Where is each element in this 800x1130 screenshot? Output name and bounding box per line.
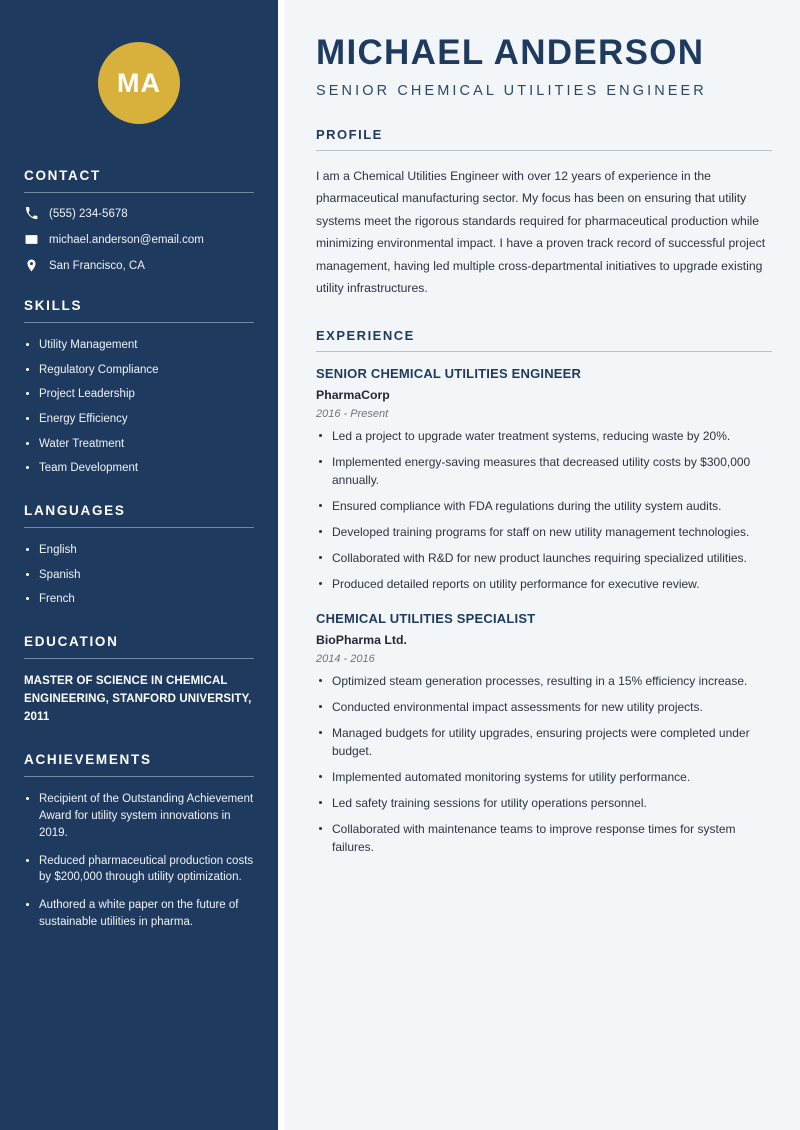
experience-company: BioPharma Ltd. — [316, 632, 407, 647]
skill-item: Team Development — [24, 460, 254, 477]
languages-heading: LANGUAGES — [24, 503, 126, 519]
sidebar-section-skills — [24, 298, 254, 477]
phone-icon — [24, 207, 38, 220]
language-item: English — [24, 542, 254, 559]
sidebar-section-education — [24, 634, 254, 726]
experience-bullet: Implemented energy-saving measures that decreased utility costs by $300,000 annually. — [316, 453, 772, 489]
experience-bullet: Optimized steam generation processes, resulting in a 15% efficiency increase. — [316, 672, 772, 690]
contact-value: (555) 234-5678 — [49, 207, 128, 220]
avatar: MA — [98, 42, 180, 124]
job-title-subtitle: SENIOR CHEMICAL UTILITIES ENGINEER — [316, 82, 707, 99]
experience-bullet: Managed budgets for utility upgrades, ensuring projects were completed under budget. — [316, 724, 772, 760]
page-title: MICHAEL ANDERSON — [316, 33, 705, 72]
contact-row[interactable] — [24, 233, 254, 246]
achievement-item: Authored a white paper on the future of sustainable utilities in pharma. — [24, 897, 254, 930]
experience-entry — [316, 366, 772, 593]
education-entry: MASTER OF SCIENCE IN CHEMICAL ENGINEERING, STANFORD UNIVERSITY, 2011 — [24, 675, 252, 723]
experience-bullet: Implemented automated monitoring systems for utility performance. — [316, 768, 772, 786]
education-heading: EDUCATION — [24, 634, 119, 650]
experience-bullet: Conducted environmental impact assessments for new utility projects. — [316, 698, 772, 716]
education-list — [24, 673, 254, 726]
experience-bullet: Collaborated with maintenance teams to improve response times for system failures. — [316, 820, 772, 856]
skills-list — [24, 337, 254, 477]
languages-divider — [24, 527, 254, 528]
location-pin-icon — [24, 259, 38, 272]
skill-item: Utility Management — [24, 337, 254, 354]
achievements-list — [24, 791, 254, 930]
contact-heading: CONTACT — [24, 168, 101, 183]
achievements-heading: ACHIEVEMENTS — [24, 752, 152, 768]
contact-divider — [24, 192, 254, 193]
profile-heading: PROFILE — [316, 126, 383, 142]
skill-item: Energy Efficiency — [24, 411, 254, 428]
experience-bullet: Developed training programs for staff on new utility management technologies. — [316, 523, 772, 541]
contact-row[interactable] — [24, 207, 254, 220]
profile-text: I am a Chemical Utilities Engineer with over 12 years of experience in the pharmaceutical manufacturing sector. My focus has been on ensuring that utility systems meet the rigorous standards required for pharmaceutical production while minimizing environmental impact. I have a proven track record of successful project management, having led multiple cross-departmental initiatives to upgrade existing utility infrastructures. — [316, 168, 766, 296]
experience-role: CHEMICAL UTILITIES SPECIALIST — [316, 610, 536, 626]
experience-role: SENIOR CHEMICAL UTILITIES ENGINEER — [316, 365, 582, 381]
experience-list — [316, 366, 772, 856]
sidebar — [0, 0, 278, 1130]
education-divider — [24, 658, 254, 659]
contact-list — [24, 207, 254, 272]
section-experience — [316, 328, 772, 856]
skills-heading: SKILLS — [24, 298, 83, 313]
contact-value: San Francisco, CA — [49, 259, 145, 272]
envelope-icon — [24, 233, 38, 246]
experience-entry — [316, 611, 772, 856]
main-content — [285, 0, 800, 1130]
experience-bullet: Led safety training sessions for utility operations personnel. — [316, 794, 772, 812]
achievement-item: Recipient of the Outstanding Achievement Award for utility system innovations in 2019. — [24, 791, 254, 841]
sidebar-section-contact — [24, 168, 254, 272]
experience-bullet: Produced detailed reports on utility performance for executive review. — [316, 575, 772, 593]
experience-dates: 2014 - 2016 — [316, 652, 375, 665]
skill-item: Project Leadership — [24, 386, 254, 403]
sidebar-section-achievements — [24, 752, 254, 930]
experience-bullet-list — [316, 672, 772, 856]
skill-item: Regulatory Compliance — [24, 362, 254, 379]
section-profile — [316, 127, 772, 300]
skill-item: Water Treatment — [24, 436, 254, 453]
language-item: Spanish — [24, 567, 254, 584]
experience-company: PharmaCorp — [316, 387, 390, 402]
achievements-divider — [24, 776, 254, 777]
language-item: French — [24, 591, 254, 608]
achievement-item: Reduced pharmaceutical production costs by $200,000 through utility optimization. — [24, 853, 254, 886]
experience-bullet: Collaborated with R&D for new product launches requiring specialized utilities. — [316, 549, 772, 567]
contact-row[interactable] — [24, 259, 254, 272]
experience-heading: EXPERIENCE — [316, 327, 415, 343]
experience-bullet-list — [316, 427, 772, 593]
column-gap — [278, 0, 285, 1130]
experience-dates: 2016 - Present — [316, 407, 389, 420]
skills-divider — [24, 322, 254, 323]
languages-list — [24, 542, 254, 608]
sidebar-section-languages — [24, 503, 254, 608]
contact-value: michael.anderson@email.com — [49, 233, 204, 246]
avatar-container — [24, 0, 254, 168]
resume-header — [316, 34, 772, 99]
experience-bullet: Led a project to upgrade water treatment systems, reducing waste by 20%. — [316, 427, 772, 445]
profile-divider — [316, 150, 772, 151]
experience-divider — [316, 351, 772, 352]
experience-bullet: Ensured compliance with FDA regulations during the utility system audits. — [316, 497, 772, 515]
